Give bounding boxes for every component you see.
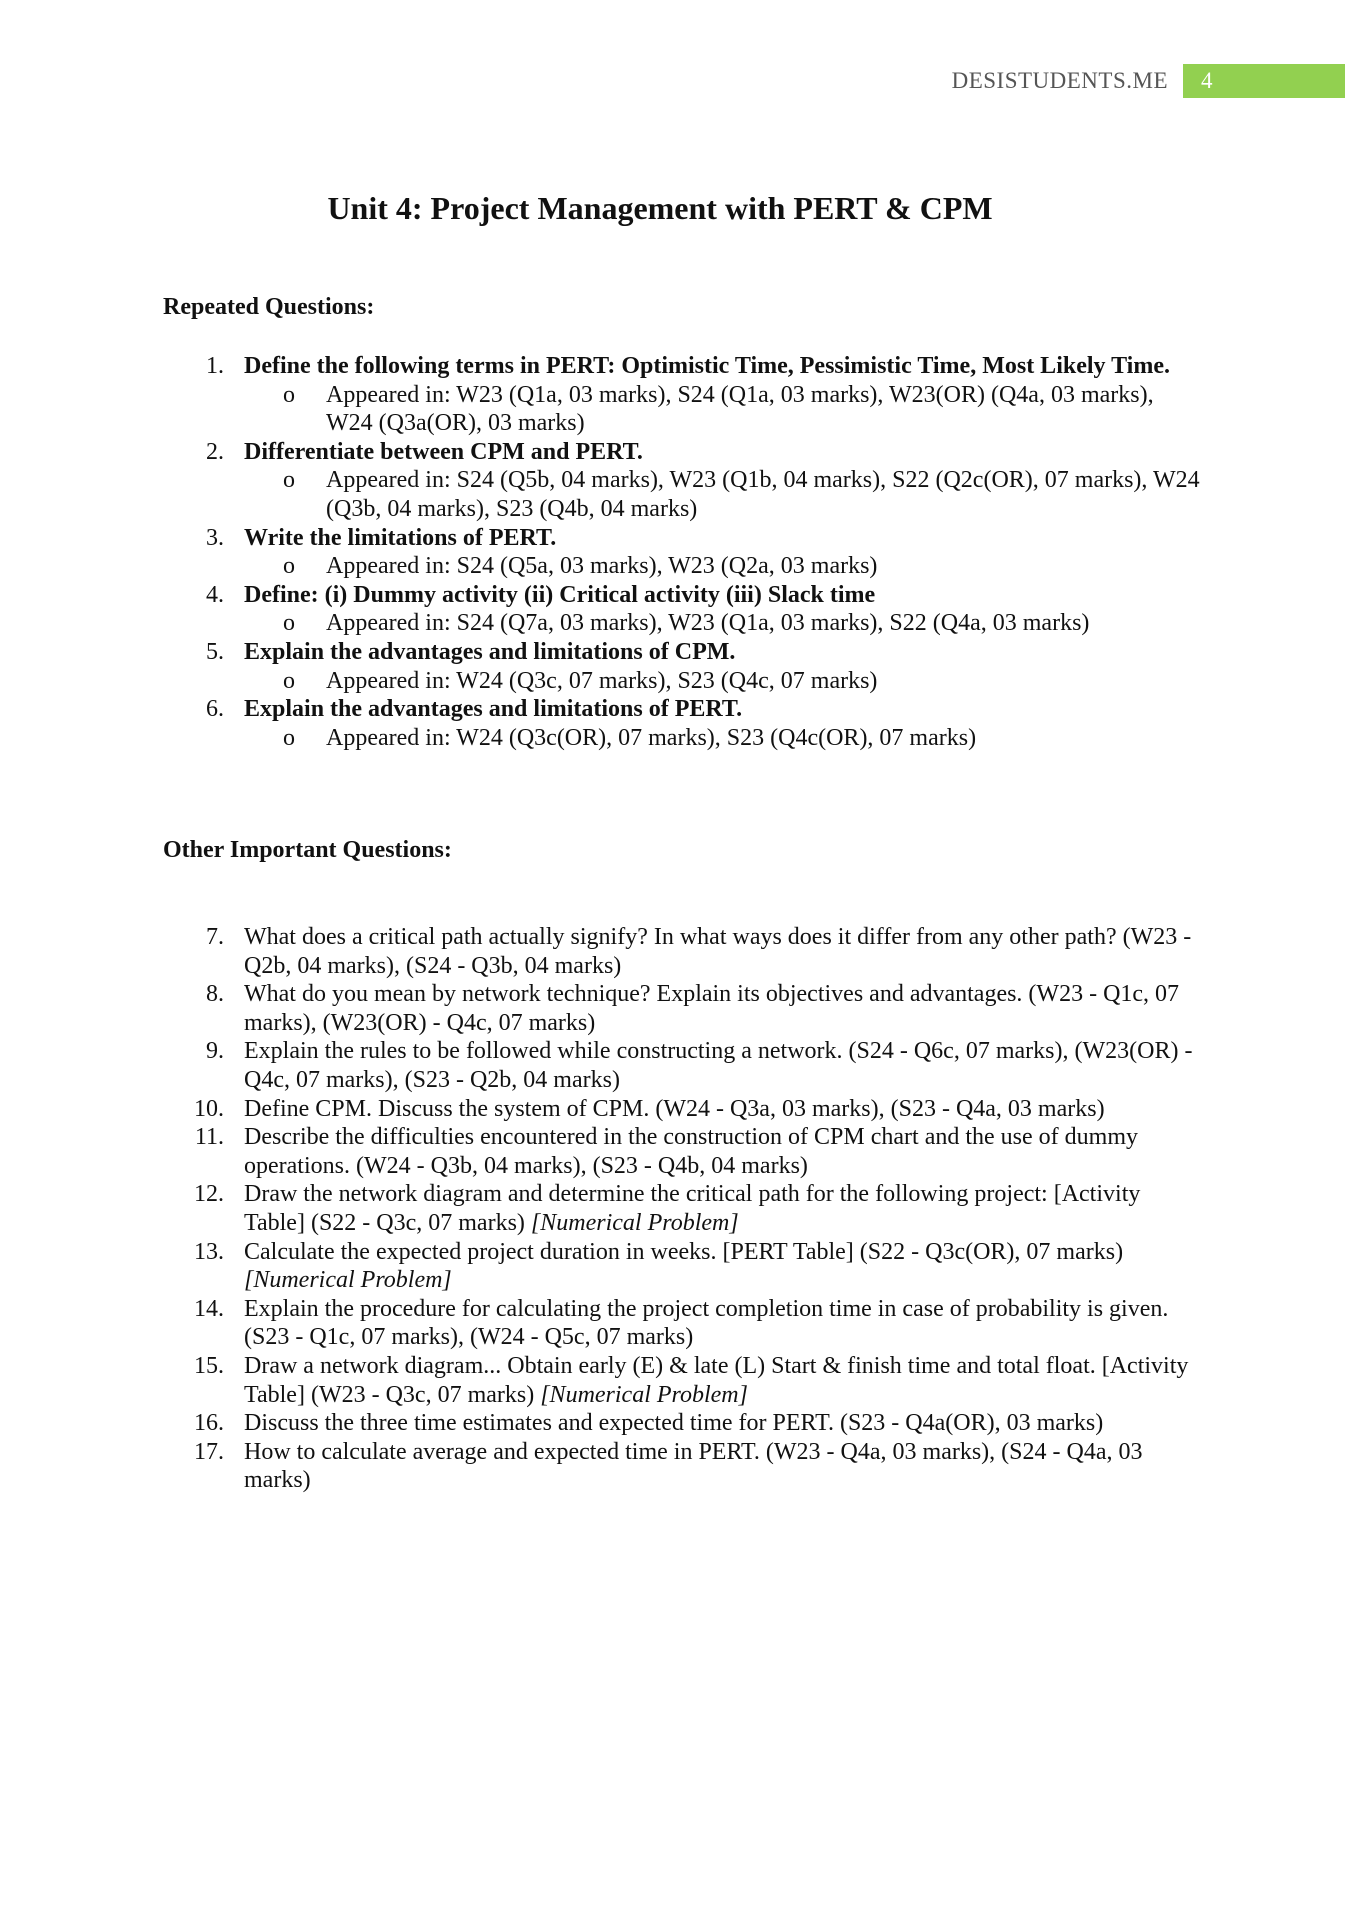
list-item [163, 1352, 1203, 1409]
question-text: Describe the difficulties encountered in the construction of CPM chart and the use of dummy operations. (W24 - Q3b, 04 marks), (S23 - Q4b, 04 marks) [244, 1124, 1138, 1179]
list-item [163, 1438, 1203, 1495]
item-number: 13. [194, 1238, 224, 1265]
appeared-in [244, 466, 1203, 523]
item-number: 16. [194, 1410, 224, 1437]
appeared-text: Appeared in: W24 (Q3c(OR), 07 marks), S23 (Q4c(OR), 07 marks) [326, 724, 977, 751]
page-title: Unit 4: Project Management with PERT & CPM [327, 190, 993, 226]
appeared-in [244, 381, 1203, 438]
header-site-name: DESISTUDENTS.ME [951, 68, 1168, 93]
list-item [163, 1123, 1203, 1180]
appeared-in [244, 609, 1203, 638]
appeared-text: Appeared in: W24 (Q3c, 07 marks), S23 (Q4c, 07 marks) [326, 667, 878, 694]
item-number: 9. [206, 1038, 224, 1065]
list-item [163, 638, 1203, 695]
numerical-problem-note: [Numerical Problem] [530, 1209, 739, 1236]
item-number: 4. [206, 581, 224, 608]
bullet-icon: o [283, 381, 295, 408]
numerical-problem-note: [Numerical Problem] [540, 1381, 748, 1408]
question-text: Draw a network diagram... Obtain early (E) & late (L) Start & finish time and total float. [Activity Table] (W23 - Q3c, 07 marks) [244, 1352, 1189, 1408]
list-item [163, 352, 1203, 438]
list-item [163, 581, 1203, 638]
list-item [163, 1238, 1203, 1295]
question-text: Draw the network diagram and determine the critical path for the following project: [Activity Table] (S22 - Q3c, 07 marks) [244, 1181, 1141, 1236]
question-text: Write the limitations of PERT. [244, 524, 557, 551]
item-number: 17. [194, 1438, 224, 1465]
item-number: 11. [194, 1124, 224, 1151]
question-text: Explain the procedure for calculating the project completion time in case of probability is given. (S23 - Q1c, 07 marks), (W24 - Q5c, 07 marks) [244, 1295, 1169, 1351]
appeared-in [244, 552, 1203, 581]
appeared-text: Appeared in: S24 (Q5b, 04 marks), W23 (Q1b, 04 marks), S22 (Q2c(OR), 07 marks), W24 (Q3b, 04 marks), S23 (Q4b, 04 marks) [326, 467, 1200, 522]
list-item [163, 524, 1203, 581]
question-text: Calculate the expected project duration in weeks. [PERT Table] (S22 - Q3c(OR), 07 marks) [244, 1238, 1124, 1265]
bullet-icon: o [283, 467, 295, 494]
appeared-text: Appeared in: W23 (Q1a, 03 marks), S24 (Q1a, 03 marks), W23(OR) (Q4a, 03 marks), W24 (Q3a(OR), 03 marks) [326, 381, 1154, 437]
appeared-text: Appeared in: S24 (Q5a, 03 marks), W23 (Q2a, 03 marks) [326, 553, 878, 580]
item-number: 8. [206, 981, 224, 1008]
list-item [163, 1180, 1203, 1237]
item-number: 3. [206, 524, 224, 551]
question-text: Define: (i) Dummy activity (ii) Critical activity (iii) Slack time [244, 581, 876, 608]
item-number: 5. [206, 638, 224, 665]
list-item [163, 1409, 1203, 1438]
appeared-text: Appeared in: S24 (Q7a, 03 marks), W23 (Q1a, 03 marks), S22 (Q4a, 03 marks) [326, 610, 1090, 637]
question-text: Differentiate between CPM and PERT. [244, 438, 643, 465]
repeated-questions-list [163, 352, 1203, 752]
list-item [163, 923, 1203, 980]
question-text: Discuss the three time estimates and expected time for PERT. (S23 - Q4a(OR), 03 marks) [244, 1410, 1104, 1437]
question-text: Define the following terms in PERT: Optimistic Time, Pessimistic Time, Most Likely Time. [244, 353, 1170, 379]
question-text: What does a critical path actually signify? In what ways does it differ from any other path? (W23 - Q2b, 04 marks), (S24 - Q3b, 04 marks) [244, 924, 1192, 979]
list-item [163, 980, 1203, 1037]
item-number: 10. [194, 1095, 224, 1122]
list-item [163, 1295, 1203, 1352]
other-questions-heading: Other Important Questions: [163, 837, 452, 863]
question-text: How to calculate average and expected time in PERT. (W23 - Q4a, 03 marks), (S24 - Q4a, 03 marks) [244, 1438, 1143, 1494]
bullet-icon: o [283, 553, 295, 580]
item-number: 6. [206, 696, 224, 723]
question-text: What do you mean by network technique? Explain its objectives and advantages. (W23 - Q1c, 07 marks), (W23(OR) - Q4c, 07 marks) [244, 981, 1180, 1036]
appeared-in [244, 667, 1203, 696]
numerical-problem-note: [Numerical Problem] [244, 1267, 452, 1294]
list-item [163, 438, 1203, 524]
item-number: 12. [194, 1181, 224, 1208]
bullet-icon: o [283, 610, 295, 637]
question-text: Define CPM. Discuss the system of CPM. (W24 - Q3a, 03 marks), (S23 - Q4a, 03 marks) [244, 1095, 1105, 1122]
list-item [163, 1037, 1203, 1094]
list-item [163, 1095, 1203, 1124]
item-number: 15. [194, 1352, 224, 1379]
header-page-number: 4 [1183, 64, 1345, 98]
item-number: 2. [206, 438, 224, 465]
other-questions-list [163, 923, 1203, 1495]
bullet-icon: o [283, 724, 295, 751]
item-number: 14. [194, 1295, 224, 1322]
repeated-questions-heading: Repeated Questions: [163, 294, 375, 320]
bullet-icon: o [283, 667, 295, 694]
list-item [163, 695, 1203, 752]
item-number: 7. [206, 924, 224, 950]
question-text: Explain the advantages and limitations of CPM. [244, 638, 736, 665]
question-text: Explain the advantages and limitations of PERT. [244, 696, 743, 723]
appeared-in [244, 724, 1203, 753]
item-number: 1. [206, 353, 224, 379]
question-text: Explain the rules to be followed while constructing a network. (S24 - Q6c, 07 marks), (W23(OR) - Q4c, 07 marks), (S23 - Q2b, 04 marks) [244, 1038, 1193, 1093]
